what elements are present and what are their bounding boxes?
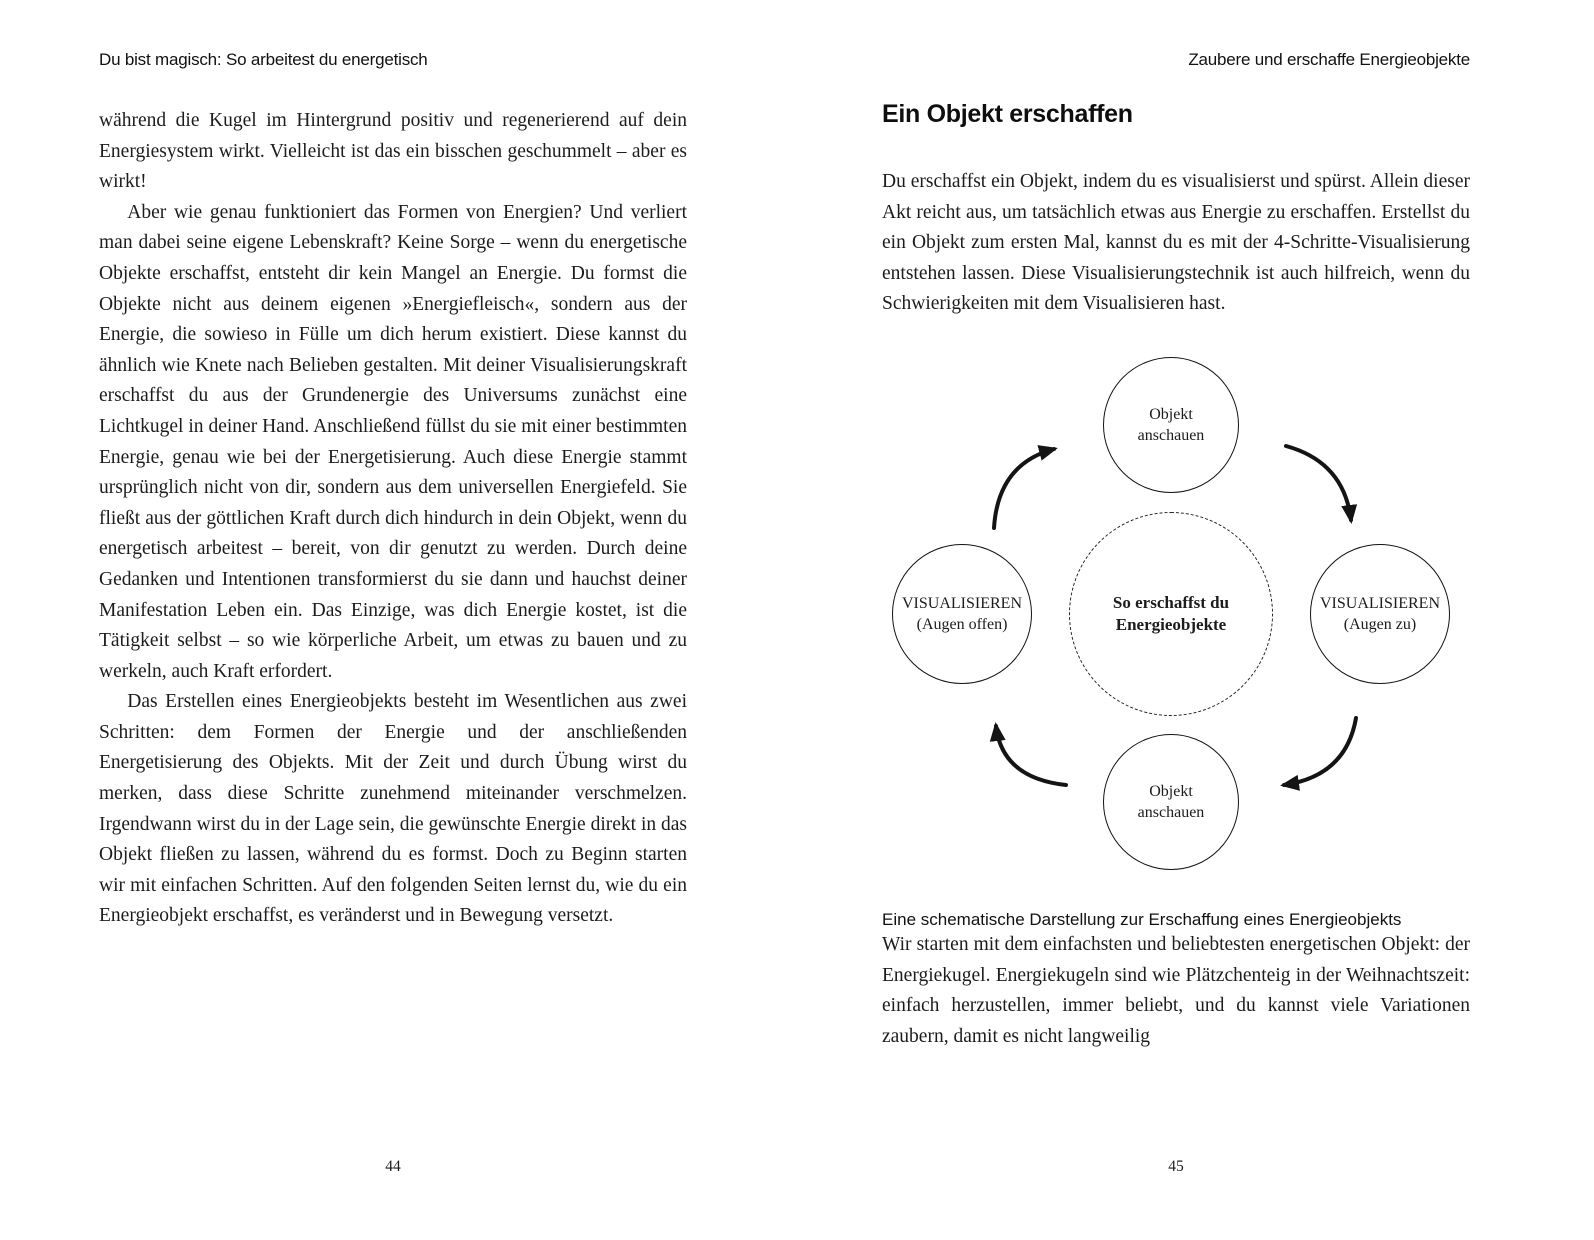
node-label-line: anschauen [1137, 803, 1205, 821]
energy-object-cycle-diagram [882, 352, 1470, 876]
left-running-header: Du bist magisch: So arbeitest du energetisch [99, 50, 428, 69]
node-label-line: VISUALISIEREN [902, 594, 1022, 612]
figure-caption: Eine schematische Darstellung zur Erschaffung eines Energieobjekts [882, 909, 1402, 929]
arrow-right-to-bottom [1284, 718, 1356, 785]
left-body-text [99, 106, 687, 932]
diagram-node-look-at-object-bottom [1103, 734, 1239, 870]
left-page-number: 44 [385, 1158, 401, 1175]
paragraph: Du erschaffst ein Objekt, indem du es visualisierst und spürst. Allein dieser Akt reicht aus, um tatsächlich etwas aus Energie zu erschaffen. Erstellst du ein Objekt zum ersten Mal, kannst du es mit der 4-Schritte-Visualisierung entstehen lassen. Diese Visualisierungstechnik ist auch hilfreich, wenn du Schwierigkeiten mit dem Visualisieren hast. [882, 171, 1470, 315]
node-label-line: Objekt [1149, 782, 1193, 800]
right-body-text [882, 100, 1470, 1052]
diagram-node-look-at-object-top [1103, 357, 1239, 493]
paragraph: Aber wie genau funktioniert das Formen von Energien? Und verliert man dabei seine eigene Lebenskraft? Keine Sorge – wenn du energetische Objekte erschaffst, entsteht dir kein Mangel an Energie. Du formst die Objekte nicht aus deinem eigenen »Energiefleisch«, sondern aus der Energie, die sowieso in Fülle um dich herum existiert. Diese kannst du ähnlich wie Knete nach Belieben gestalten. Mit deiner Visualisierungskraft erschaffst du aus der Grundenergie des Universums zunächst eine Lichtkugel in deiner Hand. Anschließend füllst du sie mit einer bestimmten Energie, genau wie bei der Energetisierung. Auch diese Energie stammt ursprünglich nicht von dir, sondern aus dem universellen Energiefeld. Sie fließt aus der göttlichen Kraft durch dich hindurch in dein Objekt, wenn du energetisch arbeitest – bereit, von dir genutzt zu werden. Durch deine Gedanken und Intentionen transformierst du sie dann und hauchst deiner Manifestation Leben ein. Das Einzige, was dich Energie kostet, ist die Tätigkeit selbst – so wie körperliche Arbeit, um etwas zu bauen und zu werkeln, auch Kraft erfordert. [99, 201, 687, 682]
paragraph: Wir starten mit dem einfachsten und beliebtesten energetischen Objekt: der Energiekugel. Energiekugeln sind wie Plätzchenteig in der Weihnachtszeit: einfach herzustellen, immer beliebt, und du kannst viele Variationen zaubern, damit es nicht langweilig [882, 933, 1470, 1047]
node-label-line: Energieobjekte [1115, 614, 1227, 634]
arrow-left-to-top [994, 449, 1054, 528]
diagram-center-title [1069, 512, 1273, 716]
right-page-number: 45 [1168, 1158, 1184, 1175]
node-label-line: (Augen offen) [916, 615, 1008, 633]
arrow-top-to-right [1286, 446, 1351, 520]
diagram-node-visualize-eyes-closed [1310, 544, 1450, 684]
section-heading: Ein Objekt erschaffen [882, 100, 1133, 128]
left-page [99, 0, 687, 1240]
node-label-line: (Augen zu) [1343, 615, 1417, 633]
diagram-node-visualize-eyes-open [892, 544, 1032, 684]
arrow-bottom-to-left [996, 726, 1066, 785]
node-label-line: Objekt [1149, 405, 1193, 423]
node-label-line: So erschaffst du [1112, 592, 1230, 612]
paragraph: Das Erstellen eines Energieobjekts besteht im Wesentlichen aus zwei Schritten: dem Formen der Energie und der anschließenden Energetisierung des Objekts. Mit der Zeit und durch Übung wirst du merken, dass diese Schritte zunehmend miteinander verschmelzen. Irgendwann wirst du in der Lage sein, die gewünschte Energie direkt in das Objekt fließen zu lassen, während du es formst. Doch zu Beginn starten wir mit einfachen Schritten. Auf den folgenden Seiten lernst du, wie du ein Energieobjekt erschaffst, es veränderst und in Bewegung versetzt. [99, 691, 687, 927]
paragraph: während die Kugel im Hintergrund positiv und regenerierend auf dein Energiesystem wirkt. Vielleicht ist das ein bisschen geschummelt – aber es wirkt! [99, 110, 687, 193]
node-label-line: VISUALISIEREN [1320, 594, 1440, 612]
node-label-line: anschauen [1137, 426, 1205, 444]
right-running-header: Zaubere und erschaffe Energieobjekte [1188, 50, 1470, 69]
right-page [882, 0, 1470, 1240]
